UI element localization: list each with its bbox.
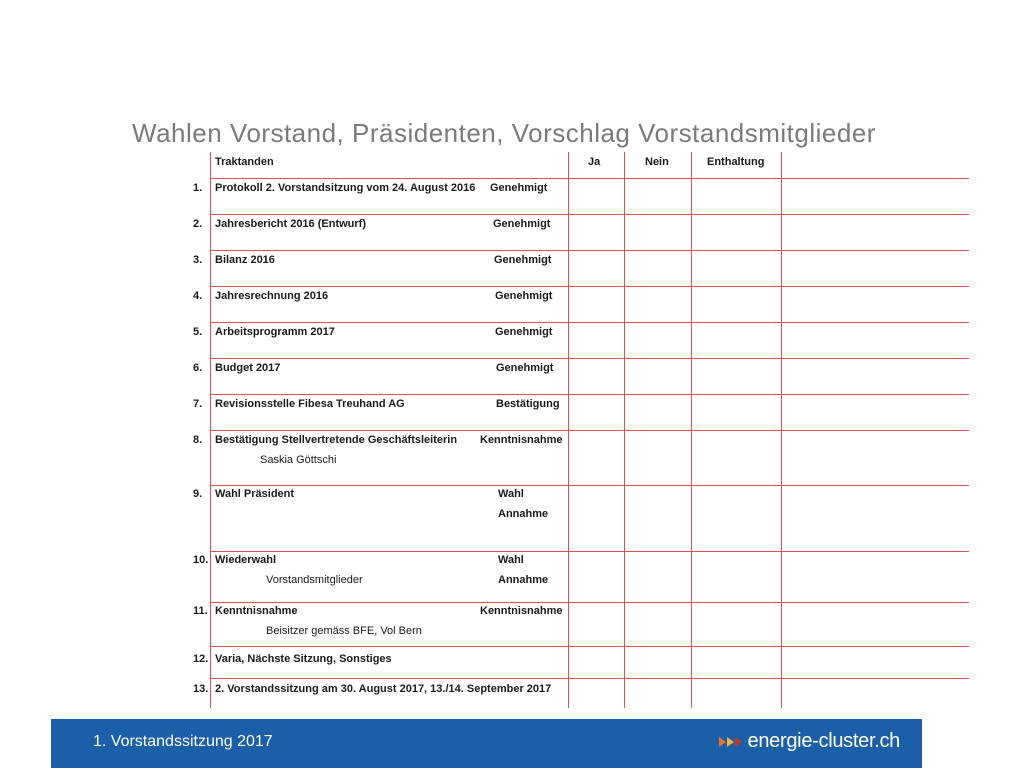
row-status: Bestätigung (496, 398, 560, 410)
row-status: Genehmigt (494, 254, 552, 266)
row-divider (211, 322, 969, 323)
header-nein: Nein (645, 156, 669, 168)
row-item: Budget 2017 (215, 362, 281, 374)
row-number: 7. (193, 398, 203, 410)
row-divider (211, 394, 969, 395)
row-number: 8. (193, 434, 203, 446)
row-subitem: Beisitzer gemäss BFE, Vol Bern (266, 625, 422, 637)
row-status: Kenntnisnahme (480, 605, 563, 617)
row-item: Arbeitsprogramm 2017 (215, 326, 335, 338)
row-divider (211, 250, 969, 251)
header-ja: Ja (588, 156, 601, 168)
row-divider (211, 286, 969, 287)
chevron-arrows-icon (719, 737, 743, 747)
row-number: 3. (193, 254, 203, 266)
row-status: Wahl (498, 488, 524, 500)
row-number: 4. (193, 290, 203, 302)
row-status-secondary: Annahme (498, 574, 549, 586)
row-divider (211, 358, 969, 359)
row-item: Varia, Nächste Sitzung, Sonstiges (215, 653, 392, 665)
row-item: 2. Vorstandssitzung am 30. August 2017, 13./14. September 2017 (215, 683, 552, 695)
row-status: Wahl (498, 554, 524, 566)
row-item: Bilanz 2016 (215, 254, 275, 266)
row-divider (211, 214, 969, 215)
footer-label: 1. Vorstandssitzung 2017 (93, 733, 273, 750)
header-enthaltung: Enthaltung (707, 156, 765, 168)
row-status: Genehmigt (496, 362, 554, 374)
row-item: Kenntnisnahme (215, 605, 298, 617)
row-status: Genehmigt (493, 218, 551, 230)
row-number: 6. (193, 362, 203, 374)
row-number: 9. (193, 488, 203, 500)
row-item: Wiederwahl (215, 554, 277, 566)
logo-chevron (719, 737, 726, 747)
row-divider (211, 602, 969, 603)
row-item: Revisionsstelle Fibesa Treuhand AG (215, 398, 405, 410)
row-item: Jahresbericht 2016 (Entwurf) (215, 218, 366, 230)
row-status: Genehmigt (495, 326, 553, 338)
row-divider (211, 646, 969, 647)
row-item: Wahl Präsident (215, 488, 295, 500)
row-subitem: Vorstandsmitglieder (266, 574, 363, 586)
row-number: 10. (193, 554, 209, 566)
row-status: Kenntnisnahme (480, 434, 563, 446)
logo-chevron (735, 737, 742, 747)
row-number: 13. (193, 683, 209, 695)
row-divider (211, 485, 969, 486)
energie-cluster-logo (719, 730, 900, 753)
row-status: Genehmigt (495, 290, 553, 302)
row-divider (211, 678, 969, 679)
row-status: Genehmigt (490, 182, 548, 194)
row-subitem: Saskia Göttschi (260, 454, 337, 466)
logo-text: energie-cluster.ch (747, 730, 900, 752)
row-divider (211, 430, 969, 431)
row-item: Bestätigung Stellvertretende Geschäftsleiterin (215, 434, 458, 446)
row-number: 2. (193, 218, 203, 230)
row-number: 5. (193, 326, 203, 338)
traktanden-table (188, 152, 784, 708)
row-item: Jahresrechnung 2016 (215, 290, 329, 302)
footer-bar (51, 719, 922, 768)
logo-chevron (727, 737, 734, 747)
row-status-secondary: Annahme (498, 508, 549, 520)
row-number: 12. (193, 653, 209, 665)
row-divider (211, 178, 969, 179)
row-number: 1. (193, 182, 203, 194)
header-traktanden: Traktanden (215, 156, 274, 168)
slide-title: Wahlen Vorstand, Präsidenten, Vorschlag Vorstandsmitglieder (132, 118, 876, 148)
row-divider (211, 551, 969, 552)
row-number: 11. (193, 605, 208, 617)
row-item: Protokoll 2. Vorstandsitzung vom 24. August 2016 (215, 182, 476, 194)
